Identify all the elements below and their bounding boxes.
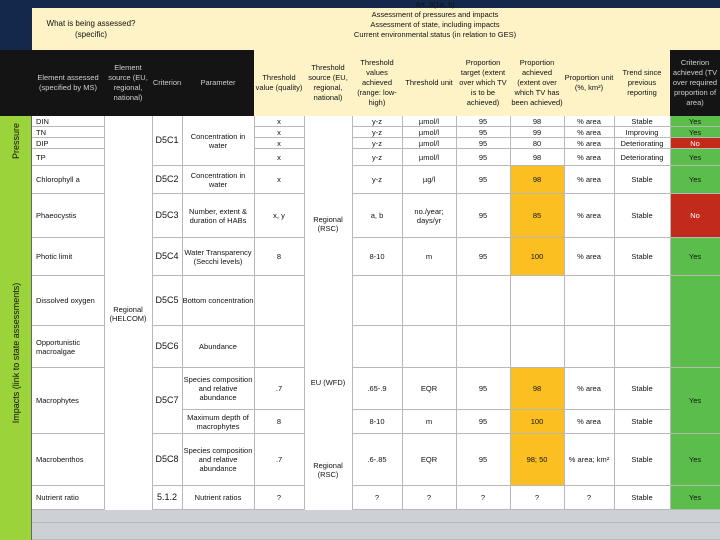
cell-element: Opportunistic macroalgae <box>32 326 104 368</box>
cell-achieved: 99 <box>510 127 564 138</box>
col-trend: Trend since previous reporting <box>614 50 670 116</box>
cell-element: Macrobenthos <box>32 434 104 486</box>
cell-criterion: D5C8 <box>152 434 182 486</box>
cell-tv: x <box>254 166 304 194</box>
cell-element: Chlorophyll a <box>32 166 104 194</box>
side-pressure <box>0 116 32 166</box>
cell-element: TN <box>32 127 104 138</box>
cell-unit: µmol/l <box>402 149 456 166</box>
what-assessed-label: What is being assessed? (specific) <box>32 8 150 50</box>
cell-tva: ? <box>352 486 402 510</box>
cell-tv: x <box>254 138 304 149</box>
cell-criterion: D5C5 <box>152 276 182 326</box>
cell-ach: Yes <box>670 149 720 166</box>
cell-target: 95 <box>456 127 510 138</box>
col-criterion: Criterion <box>152 50 182 116</box>
cell-tv: x <box>254 116 304 127</box>
cell-trend <box>614 276 670 326</box>
cell-trend: Stable <box>614 194 670 238</box>
cell-trend: Stable <box>614 368 670 410</box>
cell-target <box>456 276 510 326</box>
cell-tva <box>352 326 402 368</box>
cell-tva: 8-10 <box>352 238 402 276</box>
grid-line <box>152 116 153 510</box>
cell-target: 95 <box>456 410 510 434</box>
cell-parameter: Nutrient ratios <box>182 486 254 510</box>
cell-trend: Stable <box>614 434 670 486</box>
cell-tv: .7 <box>254 434 304 486</box>
cell-parameter: Species composition and relative abundance <box>182 368 254 410</box>
empty-row <box>32 510 720 523</box>
element-source-helcom: Regional (HELCOM) <box>109 305 147 323</box>
cell-unit: m <box>402 410 456 434</box>
cell-trend: Stable <box>614 116 670 127</box>
cell-unit: ? <box>402 486 456 510</box>
threshold-source-wfd: EU (WFD) <box>310 377 346 387</box>
cell-parameter: Maximum depth of macrophytes <box>182 410 254 434</box>
article-line-2: Assessment of state, including impacts <box>370 20 500 29</box>
article-line-1: Assessment of pressures and impacts <box>371 10 499 19</box>
cell-punit: % area <box>564 238 614 276</box>
cell-tva: y-z <box>352 138 402 149</box>
cell-punit: ? <box>564 486 614 510</box>
threshold-source-rsc-1: Regional (RSC) <box>313 215 343 233</box>
cell-punit: % area <box>564 166 614 194</box>
cell-target: 95 <box>456 149 510 166</box>
article-ref: Art. 8(1a, b) <box>415 0 455 9</box>
side-impacts <box>0 166 32 540</box>
side-impacts-label: Impacts (link to state assessments) <box>10 282 21 424</box>
cell-target: 95 <box>456 166 510 194</box>
cell-trend: Deteriorating <box>614 138 670 149</box>
cell-tva: y-z <box>352 116 402 127</box>
cell-trend: Stable <box>614 166 670 194</box>
cell-target: 95 <box>456 238 510 276</box>
cell-unit: no./year; days/yr <box>402 194 456 238</box>
side-pressure-label: Pressure <box>10 122 21 160</box>
cell-unit: EQR <box>402 368 456 410</box>
cell-unit: µmol/l <box>402 127 456 138</box>
cell-tva <box>352 276 402 326</box>
cell-unit: µmol/l <box>402 116 456 127</box>
cell-criterion: D5C6 <box>152 326 182 368</box>
cell-unit: m <box>402 238 456 276</box>
cell-punit: % area <box>564 410 614 434</box>
cell-ach: Yes <box>670 166 720 194</box>
cell-trend <box>614 326 670 368</box>
cell-ach: Yes <box>670 127 720 138</box>
col-proportion-unit: Proportion unit (%, km²) <box>564 50 614 116</box>
cell-ach: Yes <box>670 116 720 127</box>
achieved-empty <box>670 276 720 368</box>
cell-trend: Improving <box>614 127 670 138</box>
article-header <box>300 0 570 50</box>
cell-target: ? <box>456 486 510 510</box>
cell-ach: No <box>670 194 720 238</box>
grid-line <box>564 116 565 510</box>
cell-parameter: Bottom concentration <box>182 276 254 326</box>
article-line-3: Current environmental status (in relation to GES) <box>353 30 517 39</box>
cell-target: 95 <box>456 194 510 238</box>
cell-criterion: 5.1.2 <box>152 486 182 510</box>
cell-achieved: 98 <box>510 368 564 410</box>
cell-trend: Stable <box>614 410 670 434</box>
cell-criterion: D5C4 <box>152 238 182 276</box>
cell-achieved: 98; 50 <box>510 434 564 486</box>
cell-achieved: 85 <box>510 194 564 238</box>
cell-target: 95 <box>456 368 510 410</box>
cell-punit: % area <box>564 127 614 138</box>
cell-punit <box>564 326 614 368</box>
cell-tva: .65-.9 <box>352 368 402 410</box>
cell-trend: Deteriorating <box>614 149 670 166</box>
cell-parameter: Number, extent & duration of HABs <box>182 194 254 238</box>
cell-parameter: Water Transparency (Secchi levels) <box>182 238 254 276</box>
cell-target <box>456 326 510 368</box>
cell-tv: 8 <box>254 410 304 434</box>
cell-tva: .6-.85 <box>352 434 402 486</box>
cell-punit: % area <box>564 149 614 166</box>
cell-tv: x <box>254 149 304 166</box>
cell-punit: % area <box>564 116 614 127</box>
cell-punit: % area; km² <box>564 434 614 486</box>
empty-row <box>32 523 720 540</box>
cell-element: DIN <box>32 116 104 127</box>
cell-tv: .7 <box>254 368 304 410</box>
cell-tva: a, b <box>352 194 402 238</box>
cell-tva: y-z <box>352 127 402 138</box>
cell-unit: µg/l <box>402 166 456 194</box>
cell-element: DIP <box>32 138 104 149</box>
grid-line <box>614 116 615 510</box>
cell-achieved: 98 <box>510 116 564 127</box>
col-threshold-value: Threshold value (quality) <box>254 50 304 116</box>
col-element: Element assessed (specified by MS) <box>32 50 104 116</box>
cell-trend: Stable <box>614 238 670 276</box>
cell-punit: % area <box>564 194 614 238</box>
cell-achieved <box>510 276 564 326</box>
cell-achieved <box>510 326 564 368</box>
col-threshold-values-achieved: Threshold values achieved (range: low-high) <box>352 50 402 116</box>
grid-line <box>510 116 511 510</box>
cell-punit: % area <box>564 368 614 410</box>
cell-ach: No <box>670 138 720 149</box>
grid-line <box>254 116 255 510</box>
cell-criterion: D5C7 <box>152 368 182 434</box>
cell-target: 95 <box>456 116 510 127</box>
cell-element: TP <box>32 149 104 166</box>
cell-tv: x, y <box>254 194 304 238</box>
cell-achieved: 100 <box>510 410 564 434</box>
cell-achieved: ? <box>510 486 564 510</box>
cell-element: Dissolved oxygen <box>32 276 104 326</box>
col-corner <box>0 50 32 116</box>
cell-tva: 8-10 <box>352 410 402 434</box>
cell-unit: µmol/l <box>402 138 456 149</box>
cell-element: Photic limit <box>32 238 104 276</box>
cell-tv <box>254 326 304 368</box>
cell-criterion: D5C3 <box>152 194 182 238</box>
cell-parameter: Abundance <box>182 326 254 368</box>
cell-parameter: Species composition and relative abundance <box>182 434 254 486</box>
cell-unit <box>402 326 456 368</box>
cell-tva: y-z <box>352 166 402 194</box>
cell-ach: Yes <box>670 434 720 486</box>
grid-line <box>352 116 353 510</box>
cell-tv: ? <box>254 486 304 510</box>
cell-achieved: 98 <box>510 166 564 194</box>
cell-criterion: D5C2 <box>152 166 182 194</box>
cell-punit <box>564 276 614 326</box>
cell-tv <box>254 276 304 326</box>
cell-target: 95 <box>456 138 510 149</box>
cell-trend: Stable <box>614 486 670 510</box>
cell-tva: y-z <box>352 149 402 166</box>
cell-tv: x <box>254 127 304 138</box>
cell-unit <box>402 276 456 326</box>
header-corner <box>0 0 32 50</box>
cell-achieved: 80 <box>510 138 564 149</box>
cell-ach: Yes <box>670 368 720 434</box>
col-parameter: Parameter <box>182 50 254 116</box>
cell-parameter: Concentration in water <box>182 116 254 166</box>
threshold-source-rsc-2: Regional (RSC) <box>313 461 343 479</box>
col-proportion-target: Proportion target (extent over which TV is to be achieved) <box>456 50 510 116</box>
col-element-source: Element source (EU, regional, national) <box>104 50 152 116</box>
cell-ach: Yes <box>670 486 720 510</box>
cell-tv: 8 <box>254 238 304 276</box>
cell-criterion: D5C1 <box>152 116 182 166</box>
cell-target: 95 <box>456 434 510 486</box>
cell-parameter: Concentration in water <box>182 166 254 194</box>
grid-line <box>670 116 671 510</box>
col-proportion-achieved: Proportion achieved (extent over which TV has been achieved) <box>510 50 564 116</box>
cell-achieved: 100 <box>510 238 564 276</box>
cell-ach: Yes <box>670 238 720 276</box>
cell-element: Macrophytes <box>32 368 104 434</box>
grid-line <box>402 116 403 510</box>
col-threshold-unit: Threshold unit <box>402 50 456 116</box>
grid-line <box>456 116 457 510</box>
col-threshold-source: Threshold source (EU, regional, national) <box>304 50 352 116</box>
cell-element: Nutrient ratio <box>32 486 104 510</box>
col-criterion-achieved: Criterion achieved (TV over required proportion of area) <box>670 50 720 116</box>
cell-achieved: 98 <box>510 149 564 166</box>
cell-unit: EQR <box>402 434 456 486</box>
grid-line <box>182 116 183 510</box>
cell-element: Phaeocystis <box>32 194 104 238</box>
cell-punit: % area <box>564 138 614 149</box>
